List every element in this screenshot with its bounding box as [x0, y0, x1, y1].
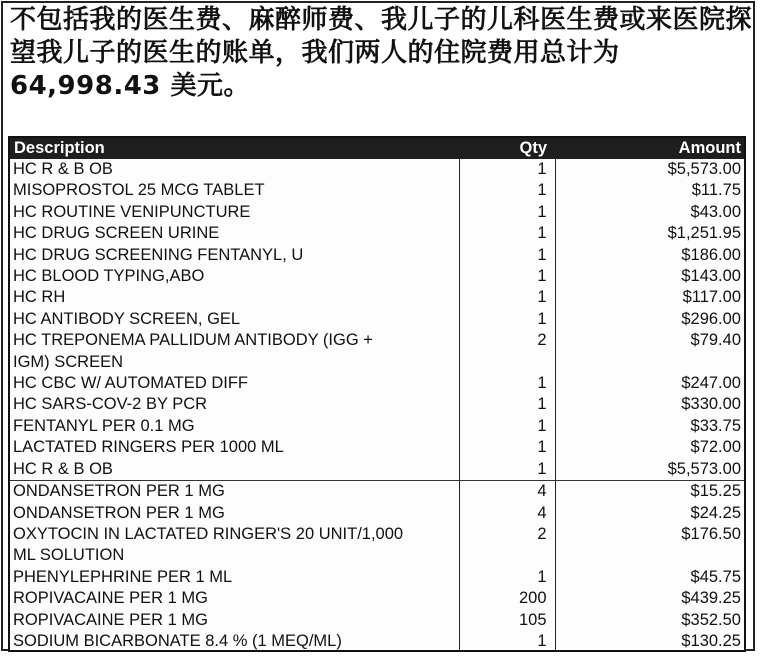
- row-description: HC R & B OB: [13, 160, 113, 178]
- row-qty: 4: [459, 503, 555, 524]
- table-row: [10, 330, 744, 351]
- table-row: [10, 588, 744, 609]
- table-row: [10, 202, 744, 223]
- row-amount: $33.75: [690, 416, 741, 435]
- row-description: ONDANSETRON PER 1 MG: [13, 482, 225, 501]
- row-qty: 1: [459, 567, 555, 588]
- row-description: HC CBC W/ AUTOMATED DIFF: [13, 374, 248, 393]
- row-amount: $72.00: [690, 438, 741, 457]
- table-row: [10, 481, 744, 503]
- row-amount: $439.25: [681, 589, 741, 608]
- header-qty: Qty: [459, 138, 555, 159]
- row-amount: $352.50: [681, 610, 741, 629]
- row-amount: $296.00: [681, 309, 741, 328]
- row-qty: 1: [459, 459, 555, 481]
- row-qty: 1: [459, 202, 555, 223]
- table-row: [10, 287, 744, 308]
- row-amount: $117.00: [682, 288, 741, 307]
- table-row: [10, 394, 744, 415]
- row-qty: 1: [459, 631, 555, 652]
- row-qty: 2: [459, 330, 555, 351]
- row-amount: $79.40: [690, 331, 741, 350]
- row-qty: 1: [459, 309, 555, 330]
- row-qty: [459, 545, 555, 566]
- bill-table: [10, 138, 744, 652]
- row-description: HC SARS-COV-2 BY PCR: [13, 395, 208, 414]
- row-amount: $247.00: [681, 374, 741, 393]
- row-description: HC DRUG SCREENING FENTANYL, U: [13, 245, 304, 264]
- row-amount: $143.00: [681, 267, 741, 286]
- header-amount: Amount: [555, 138, 744, 159]
- table-header-row: [10, 138, 744, 159]
- table-row: [10, 266, 744, 287]
- row-qty: 2: [459, 524, 555, 545]
- table-row: [10, 567, 744, 588]
- header-description: Description: [10, 138, 459, 159]
- row-description: PHENYLEPHRINE PER 1 ML: [13, 567, 233, 586]
- row-qty: 1: [459, 245, 555, 266]
- row-description: HC DRUG SCREEN URINE: [13, 224, 220, 243]
- row-amount: $45.75: [690, 567, 741, 586]
- table-row: [10, 159, 744, 180]
- row-amount: $186.00: [681, 245, 741, 264]
- row-description: FENTANYL PER 0.1 MG: [13, 416, 195, 435]
- hospital-bill: [8, 136, 746, 652]
- caption-text: 不包括我的医生费、麻醉师费、我儿子的儿科医生费或来医院探望我儿子的医生的账单，我们两人的住院费用总计为 64,998.43 美元。: [10, 5, 753, 101]
- row-description: OXYTOCIN IN LACTATED RINGER'S 20 UNIT/1,000: [13, 524, 404, 543]
- row-description: ROPIVACAINE PER 1 MG: [13, 610, 208, 629]
- table-row: [10, 459, 744, 481]
- row-description: ROPIVACAINE PER 1 MG: [13, 589, 208, 608]
- table-row: [10, 416, 744, 437]
- table-row: [10, 180, 744, 201]
- table-row: [10, 245, 744, 266]
- table-row: [10, 437, 744, 458]
- table-row: [10, 631, 744, 652]
- table-row: [10, 223, 744, 244]
- row-description: HC RH: [13, 288, 66, 307]
- row-amount: $5,573.00: [555, 459, 744, 481]
- row-qty: 1: [459, 266, 555, 287]
- row-qty: 1: [459, 394, 555, 415]
- table-row: [10, 352, 744, 373]
- table-body: [10, 159, 744, 652]
- row-description: HC BLOOD TYPING,ABO: [13, 267, 205, 286]
- row-description: MISOPROSTOL 25 MCG TABLET: [13, 181, 265, 200]
- row-description: HC ANTIBODY SCREEN, GEL: [13, 309, 241, 328]
- table-row: [10, 309, 744, 330]
- row-qty: [459, 352, 555, 373]
- row-qty: 105: [459, 610, 555, 631]
- row-description: SODIUM BICARBONATE 8.4 % (1 MEQ/ML): [13, 631, 342, 650]
- row-qty: 4: [459, 481, 555, 503]
- row-amount: $5,573.00: [667, 160, 741, 178]
- row-amount: $11.75: [691, 181, 741, 200]
- row-description: LACTATED RINGERS PER 1000 ML: [13, 438, 284, 457]
- table-row: [10, 610, 744, 631]
- row-amount: $15.25: [690, 482, 741, 501]
- row-description: ML SOLUTION: [13, 546, 125, 565]
- row-qty: 1: [459, 287, 555, 308]
- row-amount: $43.00: [690, 202, 741, 221]
- row-qty: 1: [459, 373, 555, 394]
- row-qty: 1: [459, 437, 555, 458]
- row-qty: 1: [459, 159, 555, 180]
- table-row: [10, 503, 744, 524]
- row-qty: 1: [459, 223, 555, 244]
- row-amount: $24.25: [690, 503, 741, 522]
- table-row: [10, 545, 744, 566]
- row-description: HC R & B OB: [10, 459, 459, 481]
- row-amount: $130.25: [681, 631, 741, 650]
- row-amount: [555, 545, 744, 566]
- table-row: [10, 524, 744, 545]
- table-row: [10, 373, 744, 394]
- row-amount: $176.50: [681, 524, 741, 543]
- row-qty: 1: [459, 416, 555, 437]
- row-amount: $330.00: [681, 395, 741, 414]
- row-description: IGM) SCREEN: [13, 352, 124, 371]
- row-amount: [555, 352, 744, 373]
- row-description: ONDANSETRON PER 1 MG: [13, 503, 225, 522]
- row-description: HC TREPONEMA PALLIDUM ANTIBODY (IGG +: [13, 331, 373, 350]
- row-description: HC ROUTINE VENIPUNCTURE: [13, 202, 251, 221]
- row-amount: $1,251.95: [667, 224, 741, 243]
- row-qty: 1: [459, 180, 555, 201]
- row-qty: 200: [459, 588, 555, 609]
